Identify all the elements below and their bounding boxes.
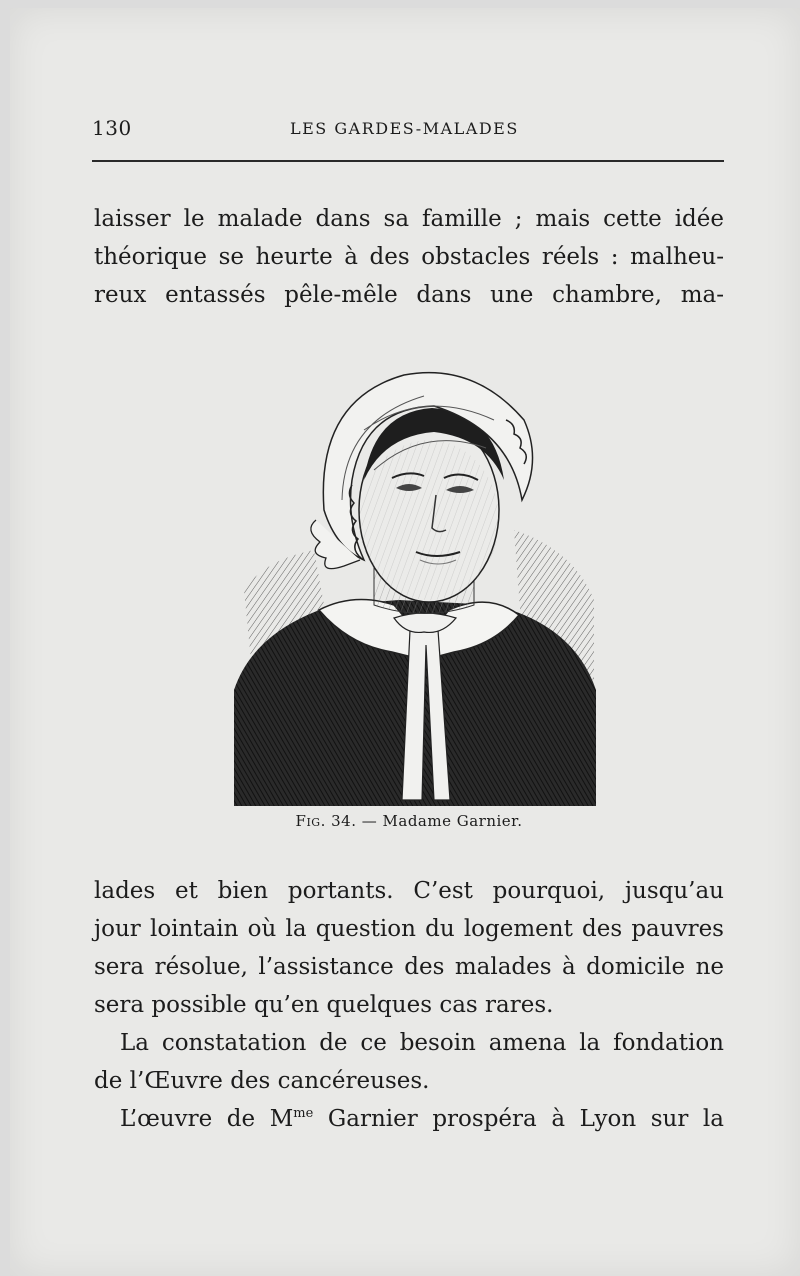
figure-number: Fig. 34. (295, 812, 357, 830)
text-line: théorique se heurte à des obstacles réels : malheu- (94, 244, 724, 270)
text-line: reux entassés pêle-mêle dans une chambre, ma- (94, 282, 724, 308)
text-line: sera possible qu’en quelques cas rares. (94, 992, 554, 1018)
header-rule (92, 160, 724, 162)
book-page (10, 8, 800, 1276)
caption-text: Madame Garnier. (382, 812, 523, 830)
text-line (94, 1100, 724, 1138)
text-line: jour lointain où la question du logement des pauvres (94, 916, 724, 942)
text-line: La constatation de ce besoin amena la fondation (120, 1030, 724, 1056)
superscript: me (293, 1106, 314, 1121)
text-line: sera résolue, l’assistance des malades à domicile ne (94, 954, 724, 980)
figure-caption (94, 812, 724, 830)
page-number: 130 (92, 116, 132, 140)
text-line: de l’Œuvre des cancéreuses. (94, 1068, 430, 1094)
text-fragment: L’œuvre de M (120, 1106, 294, 1132)
running-title: LES GARDES-MALADES (290, 119, 519, 138)
text-line: lades et bien portants. C’est pourquoi, jusqu’au (94, 878, 724, 904)
caption-separator: — (361, 812, 378, 830)
portrait-illustration (224, 360, 604, 806)
text-line: laisser le malade dans sa famille ; mais cette idée (94, 206, 724, 232)
paragraph-top (94, 200, 724, 314)
text-fragment: Garnier prospéra à Lyon sur la (313, 1106, 724, 1132)
portrait-engraving (224, 360, 604, 806)
paragraph-bottom (94, 872, 724, 1138)
running-head (92, 116, 732, 146)
